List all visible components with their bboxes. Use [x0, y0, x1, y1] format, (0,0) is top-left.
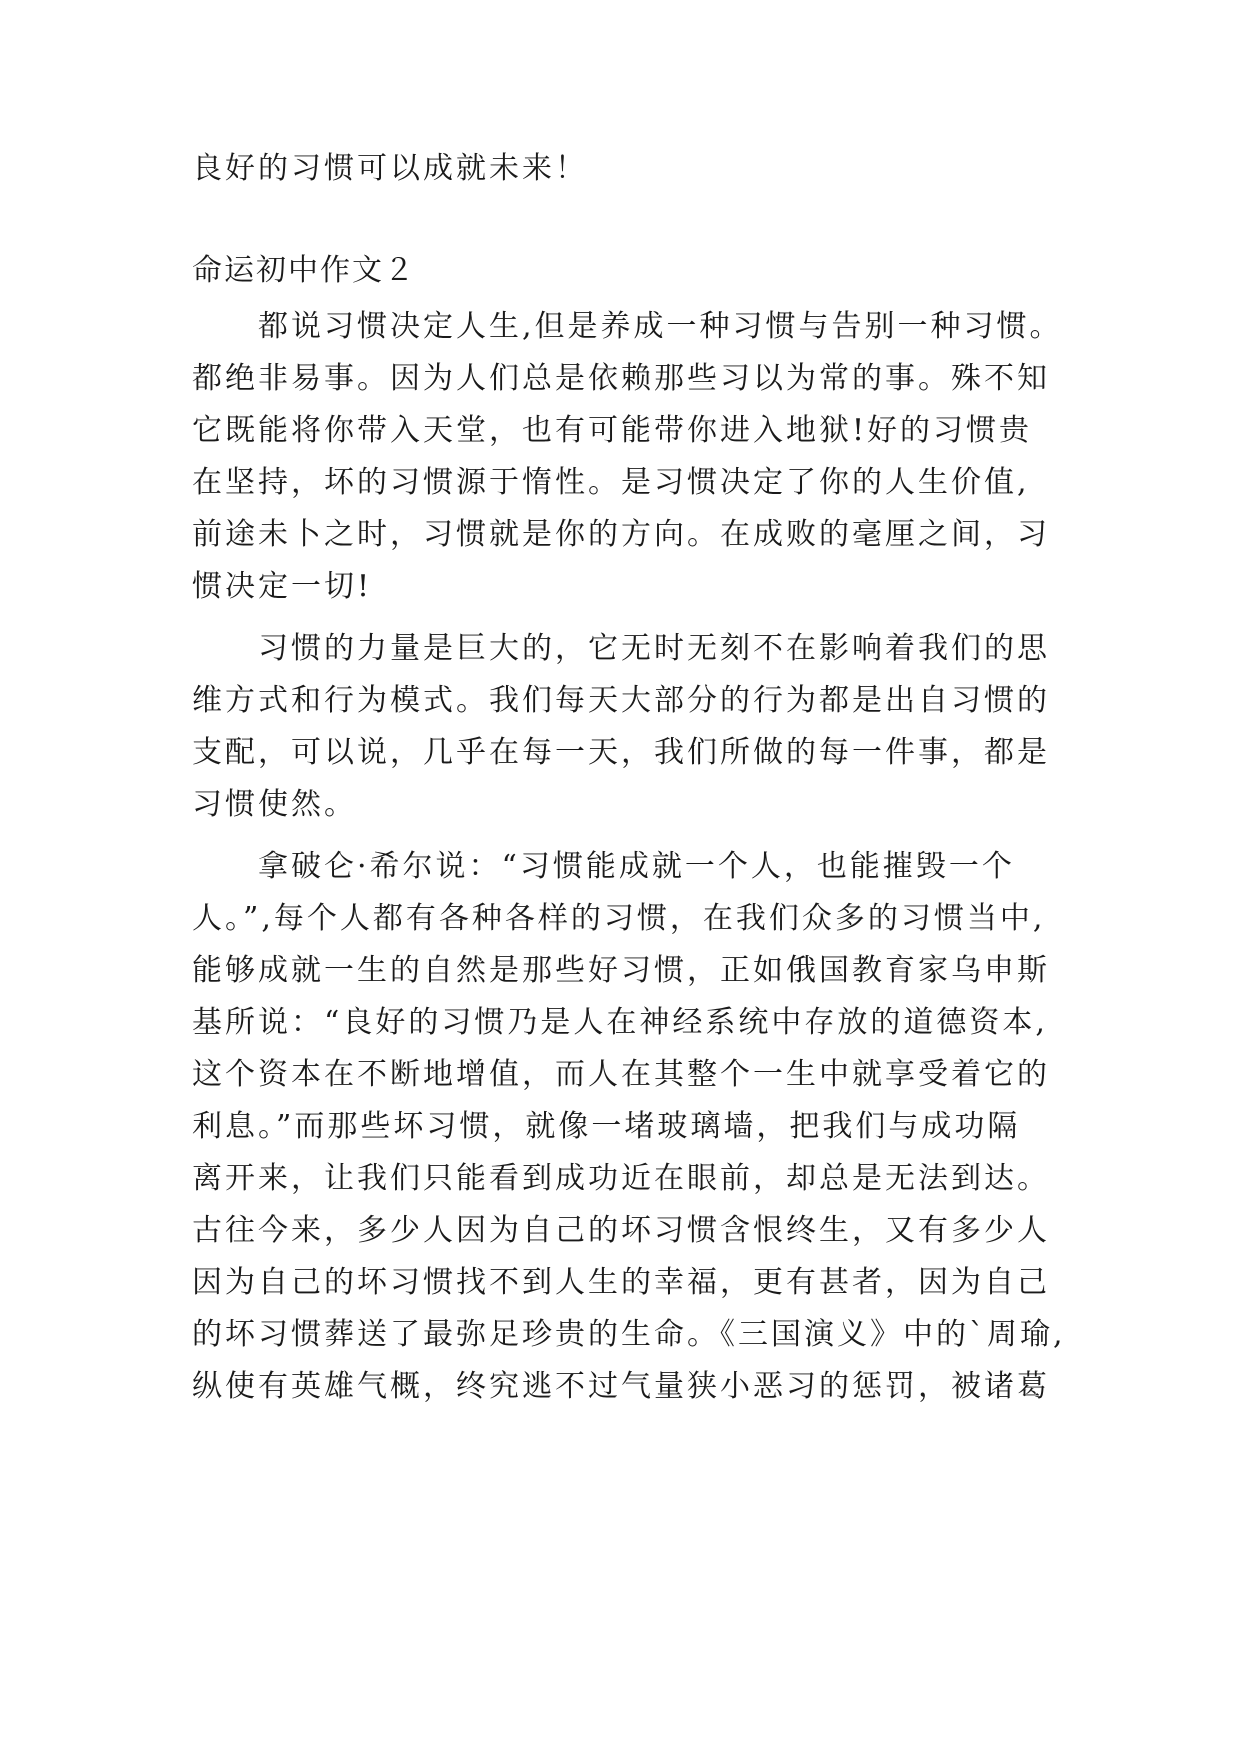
paragraph-line: 惯决定一切! [192, 569, 373, 604]
paragraph-line: 能够成就一生的自然是那些好习惯，正如俄国教育家乌申斯 [192, 953, 1050, 988]
paragraph-line: 都说习惯决定人生,但是养成一种习惯与告别一种习惯。 [258, 309, 1063, 344]
paragraph-line: 支配，可以说，几乎在每一天，我们所做的每一件事，都是 [192, 735, 1050, 770]
paragraph-line: 这个资本在不断地增值，而人在其整个一生中就享受着它的 [192, 1057, 1050, 1092]
paragraph-line: 基所说：“良好的习惯乃是人在神经系统中存放的道德资本, [192, 1005, 1048, 1040]
section-title: 命运初中作文２ [192, 253, 416, 288]
paragraph-line: 它既能将你带入天堂，也有可能带你进入地狱!好的习惯贵 [192, 413, 1033, 448]
paragraph-line: 习惯的力量是巨大的，它无时无刻不在影响着我们的思 [258, 631, 1050, 666]
paragraph-line: 人。”,每个人都有各种各样的习惯，在我们众多的习惯当中, [192, 901, 1046, 936]
paragraph-line: 因为自己的坏习惯找不到人生的幸福，更有甚者，因为自己 [192, 1265, 1050, 1300]
paragraph-line: 习惯使然。 [192, 787, 357, 822]
paragraph-line: 拿破仑·希尔说：“习惯能成就一个人，也能摧毁一个 [258, 849, 1015, 884]
paragraph-line: 离开来，让我们只能看到成功近在眼前，却总是无法到达。 [192, 1161, 1050, 1196]
paragraph-line: 维方式和行为模式。我们每天大部分的行为都是出自习惯的 [192, 683, 1050, 718]
paragraph-line: 都绝非易事。因为人们总是依赖那些习以为常的事。殊不知 [192, 361, 1050, 396]
paragraph-line: 纵使有英雄气概，终究逃不过气量狭小恶习的惩罚，被诸葛 [192, 1369, 1050, 1404]
closing-line: 良好的习惯可以成就未来！ [192, 151, 588, 186]
paragraph-line: 的坏习惯葬送了最弥足珍贵的生命。《三国演义》中的`周瑜, [192, 1317, 1066, 1352]
paragraph-line: 利息。”而那些坏习惯，就像一堵玻璃墙，把我们与成功隔 [192, 1109, 1021, 1144]
paragraph-line: 在坚持，坏的习惯源于惰性。是习惯决定了你的人生价值, [192, 465, 1030, 500]
paragraph-line: 古往今来，多少人因为自己的坏习惯含恨终生，又有多少人 [192, 1213, 1050, 1248]
paragraph-line: 前途未卜之时，习惯就是你的方向。在成败的毫厘之间，习 [192, 517, 1050, 552]
